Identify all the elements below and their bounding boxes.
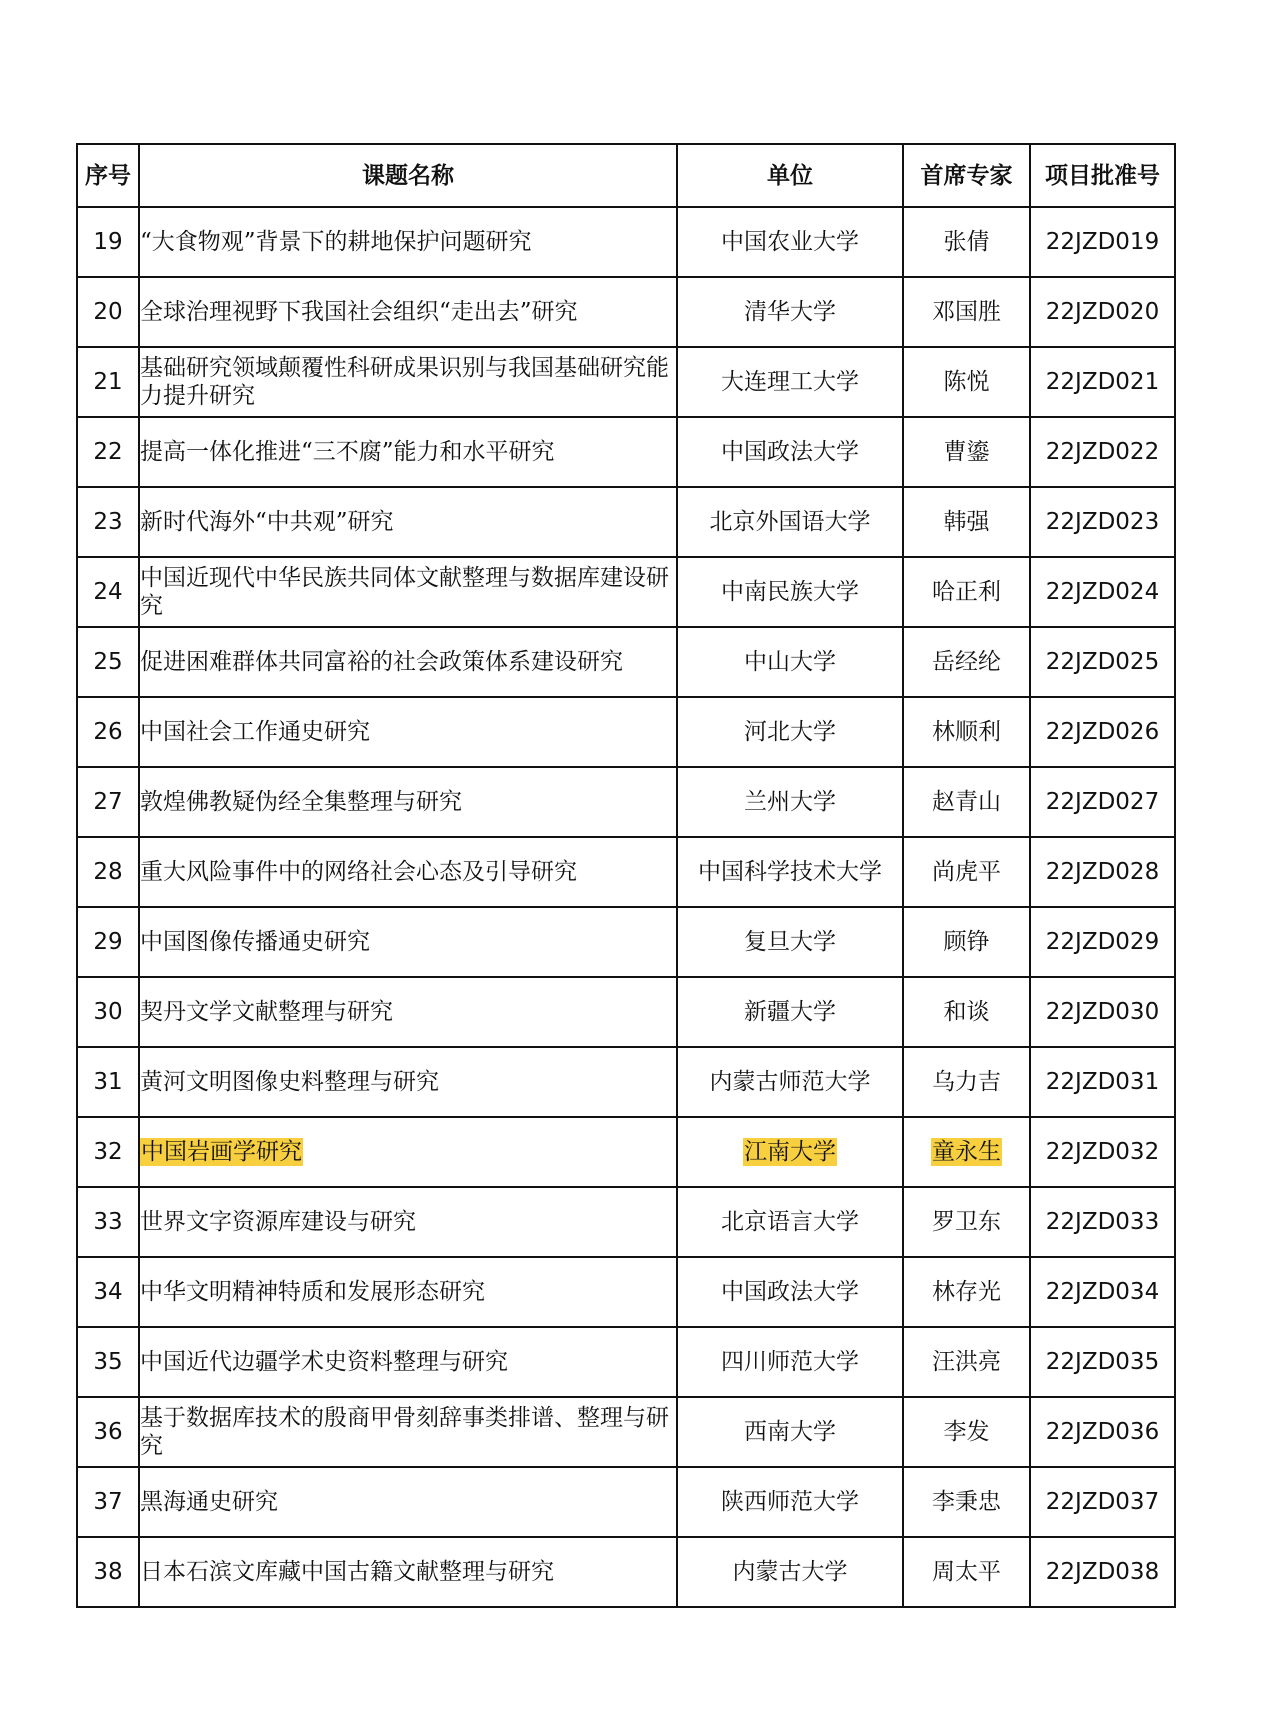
row-expert: 罗卫东 bbox=[932, 1209, 1001, 1235]
header-expert: 首席专家 bbox=[903, 144, 1030, 207]
row-unit-cell bbox=[677, 347, 903, 417]
row-approval-code: 22JZD029 bbox=[1045, 929, 1160, 955]
row-number-cell bbox=[77, 487, 139, 557]
table-row bbox=[77, 1257, 1175, 1327]
row-number-cell bbox=[77, 277, 139, 347]
row-approval-code: 22JZD020 bbox=[1045, 299, 1160, 325]
row-title: 促进困难群体共同富裕的社会政策体系建设研究 bbox=[140, 649, 623, 675]
row-approval-code: 22JZD033 bbox=[1045, 1209, 1160, 1235]
row-approval-code: 22JZD025 bbox=[1045, 649, 1160, 675]
row-number-cell bbox=[77, 1257, 139, 1327]
row-unit-cell bbox=[677, 1187, 903, 1257]
project-table bbox=[76, 143, 1176, 1608]
row-approval-code-cell bbox=[1030, 487, 1175, 557]
row-expert-cell bbox=[903, 627, 1030, 697]
row-approval-code-cell bbox=[1030, 1047, 1175, 1117]
row-expert-cell bbox=[903, 767, 1030, 837]
row-unit: 四川师范大学 bbox=[721, 1349, 859, 1375]
row-unit-cell bbox=[677, 767, 903, 837]
row-title: 世界文字资源库建设与研究 bbox=[140, 1209, 416, 1235]
row-title: 敦煌佛教疑伪经全集整理与研究 bbox=[140, 789, 462, 815]
row-approval-code-cell bbox=[1030, 1257, 1175, 1327]
row-approval-code: 22JZD027 bbox=[1045, 789, 1160, 815]
row-title-cell bbox=[139, 1257, 677, 1327]
row-approval-code: 22JZD037 bbox=[1045, 1489, 1160, 1515]
row-number: 25 bbox=[93, 649, 123, 675]
row-approval-code-cell bbox=[1030, 1187, 1175, 1257]
row-expert: 童永生 bbox=[932, 1139, 1001, 1165]
row-approval-code-cell bbox=[1030, 417, 1175, 487]
row-title: “大食物观”背景下的耕地保护问题研究 bbox=[140, 229, 532, 255]
row-title-cell bbox=[139, 557, 677, 627]
table-row bbox=[77, 1467, 1175, 1537]
row-expert-cell bbox=[903, 837, 1030, 907]
row-expert: 林顺利 bbox=[932, 719, 1001, 745]
row-title-cell bbox=[139, 207, 677, 277]
row-title: 日本石滨文库藏中国古籍文献整理与研究 bbox=[140, 1559, 554, 1585]
row-unit-cell bbox=[677, 627, 903, 697]
row-expert: 韩强 bbox=[943, 509, 990, 535]
row-number: 34 bbox=[93, 1279, 123, 1305]
row-unit-cell bbox=[677, 907, 903, 977]
row-expert: 岳经纶 bbox=[932, 649, 1001, 675]
table-row bbox=[77, 837, 1175, 907]
row-title-cell bbox=[139, 1327, 677, 1397]
table-row bbox=[77, 697, 1175, 767]
table-row bbox=[77, 1397, 1175, 1467]
row-approval-code-cell bbox=[1030, 1467, 1175, 1537]
row-unit: 兰州大学 bbox=[744, 789, 836, 815]
row-number-cell bbox=[77, 557, 139, 627]
row-number: 26 bbox=[93, 719, 123, 745]
row-approval-code-cell bbox=[1030, 907, 1175, 977]
row-expert: 哈正利 bbox=[932, 579, 1001, 605]
row-expert-cell bbox=[903, 207, 1030, 277]
row-unit: 河北大学 bbox=[744, 719, 836, 745]
row-approval-code: 22JZD019 bbox=[1045, 229, 1160, 255]
table-body bbox=[77, 207, 1175, 1607]
row-expert-cell bbox=[903, 977, 1030, 1047]
row-number: 21 bbox=[93, 369, 123, 395]
row-expert-cell bbox=[903, 1397, 1030, 1467]
row-title-cell bbox=[139, 697, 677, 767]
table-row bbox=[77, 487, 1175, 557]
row-expert-cell bbox=[903, 1327, 1030, 1397]
row-number: 31 bbox=[93, 1069, 123, 1095]
row-number-cell bbox=[77, 207, 139, 277]
row-unit: 清华大学 bbox=[744, 299, 836, 325]
row-title: 黄河文明图像史料整理与研究 bbox=[140, 1069, 439, 1095]
row-number: 38 bbox=[93, 1559, 123, 1585]
row-unit: 大连理工大学 bbox=[721, 369, 859, 395]
row-approval-code: 22JZD023 bbox=[1045, 509, 1160, 535]
row-title-cell bbox=[139, 487, 677, 557]
row-expert: 汪洪亮 bbox=[932, 1349, 1001, 1375]
row-unit-cell bbox=[677, 487, 903, 557]
row-title: 中国岩画学研究 bbox=[141, 1139, 302, 1165]
row-number-cell bbox=[77, 417, 139, 487]
row-title: 中国社会工作通史研究 bbox=[140, 719, 370, 745]
table-row bbox=[77, 1117, 1175, 1187]
table-row bbox=[77, 347, 1175, 417]
row-number: 24 bbox=[93, 579, 123, 605]
row-unit: 中国农业大学 bbox=[721, 229, 859, 255]
row-expert-cell bbox=[903, 277, 1030, 347]
row-number: 27 bbox=[93, 789, 123, 815]
row-number: 35 bbox=[93, 1349, 123, 1375]
row-approval-code: 22JZD031 bbox=[1045, 1069, 1160, 1095]
table-row bbox=[77, 977, 1175, 1047]
table-row bbox=[77, 627, 1175, 697]
row-title-cell bbox=[139, 1397, 677, 1467]
row-unit: 北京语言大学 bbox=[721, 1209, 859, 1235]
row-number-cell bbox=[77, 977, 139, 1047]
row-expert-cell bbox=[903, 1117, 1030, 1187]
row-title-cell bbox=[139, 627, 677, 697]
row-approval-code: 22JZD036 bbox=[1045, 1419, 1160, 1445]
row-unit: 江南大学 bbox=[744, 1139, 836, 1165]
row-approval-code: 22JZD021 bbox=[1045, 369, 1160, 395]
row-number: 20 bbox=[93, 299, 123, 325]
table-row bbox=[77, 1327, 1175, 1397]
row-unit: 复旦大学 bbox=[744, 929, 836, 955]
row-title-cell bbox=[139, 837, 677, 907]
row-approval-code: 22JZD030 bbox=[1045, 999, 1160, 1025]
row-expert-cell bbox=[903, 1187, 1030, 1257]
row-expert-cell bbox=[903, 907, 1030, 977]
row-number-cell bbox=[77, 837, 139, 907]
row-title: 契丹文学文献整理与研究 bbox=[140, 999, 393, 1025]
header-code: 项目批准号 bbox=[1030, 144, 1175, 207]
row-approval-code: 22JZD034 bbox=[1045, 1279, 1160, 1305]
row-unit-cell bbox=[677, 1257, 903, 1327]
row-number-cell bbox=[77, 697, 139, 767]
row-title-cell bbox=[139, 767, 677, 837]
row-unit: 内蒙古大学 bbox=[732, 1559, 848, 1585]
row-expert: 顾铮 bbox=[943, 929, 990, 955]
row-expert: 张倩 bbox=[943, 229, 990, 255]
row-number: 23 bbox=[93, 509, 123, 535]
row-unit-cell bbox=[677, 277, 903, 347]
row-approval-code-cell bbox=[1030, 1117, 1175, 1187]
row-expert: 和谈 bbox=[943, 999, 990, 1025]
row-unit: 新疆大学 bbox=[744, 999, 836, 1025]
table-row bbox=[77, 767, 1175, 837]
row-expert: 林存光 bbox=[932, 1279, 1001, 1305]
row-unit-cell bbox=[677, 1327, 903, 1397]
row-expert: 赵青山 bbox=[932, 789, 1001, 815]
row-expert: 李秉忠 bbox=[932, 1489, 1001, 1515]
row-number: 19 bbox=[93, 229, 123, 255]
row-approval-code: 22JZD038 bbox=[1045, 1559, 1160, 1585]
row-number-cell bbox=[77, 1537, 139, 1607]
table-row bbox=[77, 207, 1175, 277]
table-row bbox=[77, 1187, 1175, 1257]
row-number-cell bbox=[77, 1117, 139, 1187]
row-number: 33 bbox=[93, 1209, 123, 1235]
row-number: 22 bbox=[93, 439, 123, 465]
row-approval-code-cell bbox=[1030, 767, 1175, 837]
header-unit: 单位 bbox=[677, 144, 903, 207]
row-title-cell bbox=[139, 347, 677, 417]
row-title-cell bbox=[139, 907, 677, 977]
row-approval-code-cell bbox=[1030, 557, 1175, 627]
row-unit-cell bbox=[677, 417, 903, 487]
row-unit-cell bbox=[677, 1467, 903, 1537]
row-unit-cell bbox=[677, 1117, 903, 1187]
row-title-cell bbox=[139, 417, 677, 487]
row-unit: 西南大学 bbox=[744, 1419, 836, 1445]
row-title: 中国近代边疆学术史资料整理与研究 bbox=[140, 1349, 508, 1375]
row-number-cell bbox=[77, 907, 139, 977]
row-title-cell bbox=[139, 1047, 677, 1117]
row-title: 重大风险事件中的网络社会心态及引导研究 bbox=[140, 859, 577, 885]
row-expert: 陈悦 bbox=[943, 369, 990, 395]
row-number-cell bbox=[77, 347, 139, 417]
row-expert-cell bbox=[903, 347, 1030, 417]
row-unit-cell bbox=[677, 837, 903, 907]
row-expert: 邓国胜 bbox=[932, 299, 1001, 325]
row-expert-cell bbox=[903, 557, 1030, 627]
header-row bbox=[77, 144, 1175, 207]
row-expert: 周太平 bbox=[932, 1559, 1001, 1585]
row-expert-cell bbox=[903, 1257, 1030, 1327]
row-approval-code-cell bbox=[1030, 347, 1175, 417]
row-approval-code: 22JZD026 bbox=[1045, 719, 1160, 745]
row-expert-cell bbox=[903, 487, 1030, 557]
row-unit-cell bbox=[677, 977, 903, 1047]
row-approval-code-cell bbox=[1030, 697, 1175, 767]
row-number-cell bbox=[77, 627, 139, 697]
row-approval-code-cell bbox=[1030, 207, 1175, 277]
row-number: 32 bbox=[93, 1139, 123, 1165]
table-row bbox=[77, 907, 1175, 977]
row-unit: 陕西师范大学 bbox=[721, 1489, 859, 1515]
row-unit: 中国政法大学 bbox=[721, 1279, 859, 1305]
table-row bbox=[77, 277, 1175, 347]
row-title-cell bbox=[139, 277, 677, 347]
row-number-cell bbox=[77, 1397, 139, 1467]
row-title-cell bbox=[139, 1467, 677, 1537]
table-row bbox=[77, 1537, 1175, 1607]
header-num: 序号 bbox=[77, 144, 139, 207]
row-approval-code: 22JZD032 bbox=[1045, 1139, 1160, 1165]
row-approval-code-cell bbox=[1030, 1327, 1175, 1397]
row-title: 全球治理视野下我国社会组织“走出去”研究 bbox=[140, 299, 578, 325]
row-unit: 北京外国语大学 bbox=[709, 509, 871, 535]
row-expert: 李发 bbox=[943, 1419, 990, 1445]
row-expert-cell bbox=[903, 1537, 1030, 1607]
row-unit: 中国科学技术大学 bbox=[698, 859, 882, 885]
row-number: 28 bbox=[93, 859, 123, 885]
row-title-cell bbox=[139, 977, 677, 1047]
row-unit: 内蒙古师范大学 bbox=[709, 1069, 871, 1095]
row-title: 提高一体化推进“三不腐”能力和水平研究 bbox=[140, 439, 555, 465]
row-unit-cell bbox=[677, 1047, 903, 1117]
table-row bbox=[77, 557, 1175, 627]
row-unit-cell bbox=[677, 697, 903, 767]
row-title: 基于数据库技术的殷商甲骨刻辞事类排谱、整理与研究 bbox=[140, 1405, 669, 1459]
row-expert-cell bbox=[903, 697, 1030, 767]
row-unit-cell bbox=[677, 207, 903, 277]
row-unit: 中国政法大学 bbox=[721, 439, 859, 465]
row-expert: 尚虎平 bbox=[932, 859, 1001, 885]
row-expert-cell bbox=[903, 417, 1030, 487]
row-number: 29 bbox=[93, 929, 123, 955]
row-approval-code-cell bbox=[1030, 1537, 1175, 1607]
row-number-cell bbox=[77, 1467, 139, 1537]
row-title-cell bbox=[139, 1117, 677, 1187]
row-title: 中国图像传播通史研究 bbox=[140, 929, 370, 955]
row-approval-code: 22JZD028 bbox=[1045, 859, 1160, 885]
header-title: 课题名称 bbox=[139, 144, 677, 207]
row-title-cell bbox=[139, 1187, 677, 1257]
row-approval-code-cell bbox=[1030, 627, 1175, 697]
row-number-cell bbox=[77, 767, 139, 837]
row-approval-code-cell bbox=[1030, 1397, 1175, 1467]
row-expert: 乌力吉 bbox=[932, 1069, 1001, 1095]
row-title: 黑海通史研究 bbox=[140, 1489, 278, 1515]
row-expert-cell bbox=[903, 1467, 1030, 1537]
row-unit-cell bbox=[677, 1537, 903, 1607]
row-unit: 中南民族大学 bbox=[721, 579, 859, 605]
row-number: 30 bbox=[93, 999, 123, 1025]
row-approval-code-cell bbox=[1030, 277, 1175, 347]
row-expert-cell bbox=[903, 1047, 1030, 1117]
row-number-cell bbox=[77, 1047, 139, 1117]
row-title-cell bbox=[139, 1537, 677, 1607]
row-title: 中华文明精神特质和发展形态研究 bbox=[140, 1279, 485, 1305]
table-row bbox=[77, 417, 1175, 487]
row-title: 基础研究领域颠覆性科研成果识别与我国基础研究能力提升研究 bbox=[140, 355, 669, 409]
table-row bbox=[77, 1047, 1175, 1117]
row-number: 37 bbox=[93, 1489, 123, 1515]
row-approval-code: 22JZD022 bbox=[1045, 439, 1160, 465]
row-approval-code: 22JZD024 bbox=[1045, 579, 1160, 605]
row-unit-cell bbox=[677, 557, 903, 627]
row-number-cell bbox=[77, 1187, 139, 1257]
row-approval-code-cell bbox=[1030, 977, 1175, 1047]
row-title: 中国近现代中华民族共同体文献整理与数据库建设研究 bbox=[140, 565, 669, 619]
row-title: 新时代海外“中共观”研究 bbox=[140, 509, 394, 535]
row-number: 36 bbox=[93, 1419, 123, 1445]
row-expert: 曹鎏 bbox=[943, 439, 990, 465]
row-approval-code-cell bbox=[1030, 837, 1175, 907]
row-approval-code: 22JZD035 bbox=[1045, 1349, 1160, 1375]
row-number-cell bbox=[77, 1327, 139, 1397]
row-unit-cell bbox=[677, 1397, 903, 1467]
row-unit: 中山大学 bbox=[744, 649, 836, 675]
